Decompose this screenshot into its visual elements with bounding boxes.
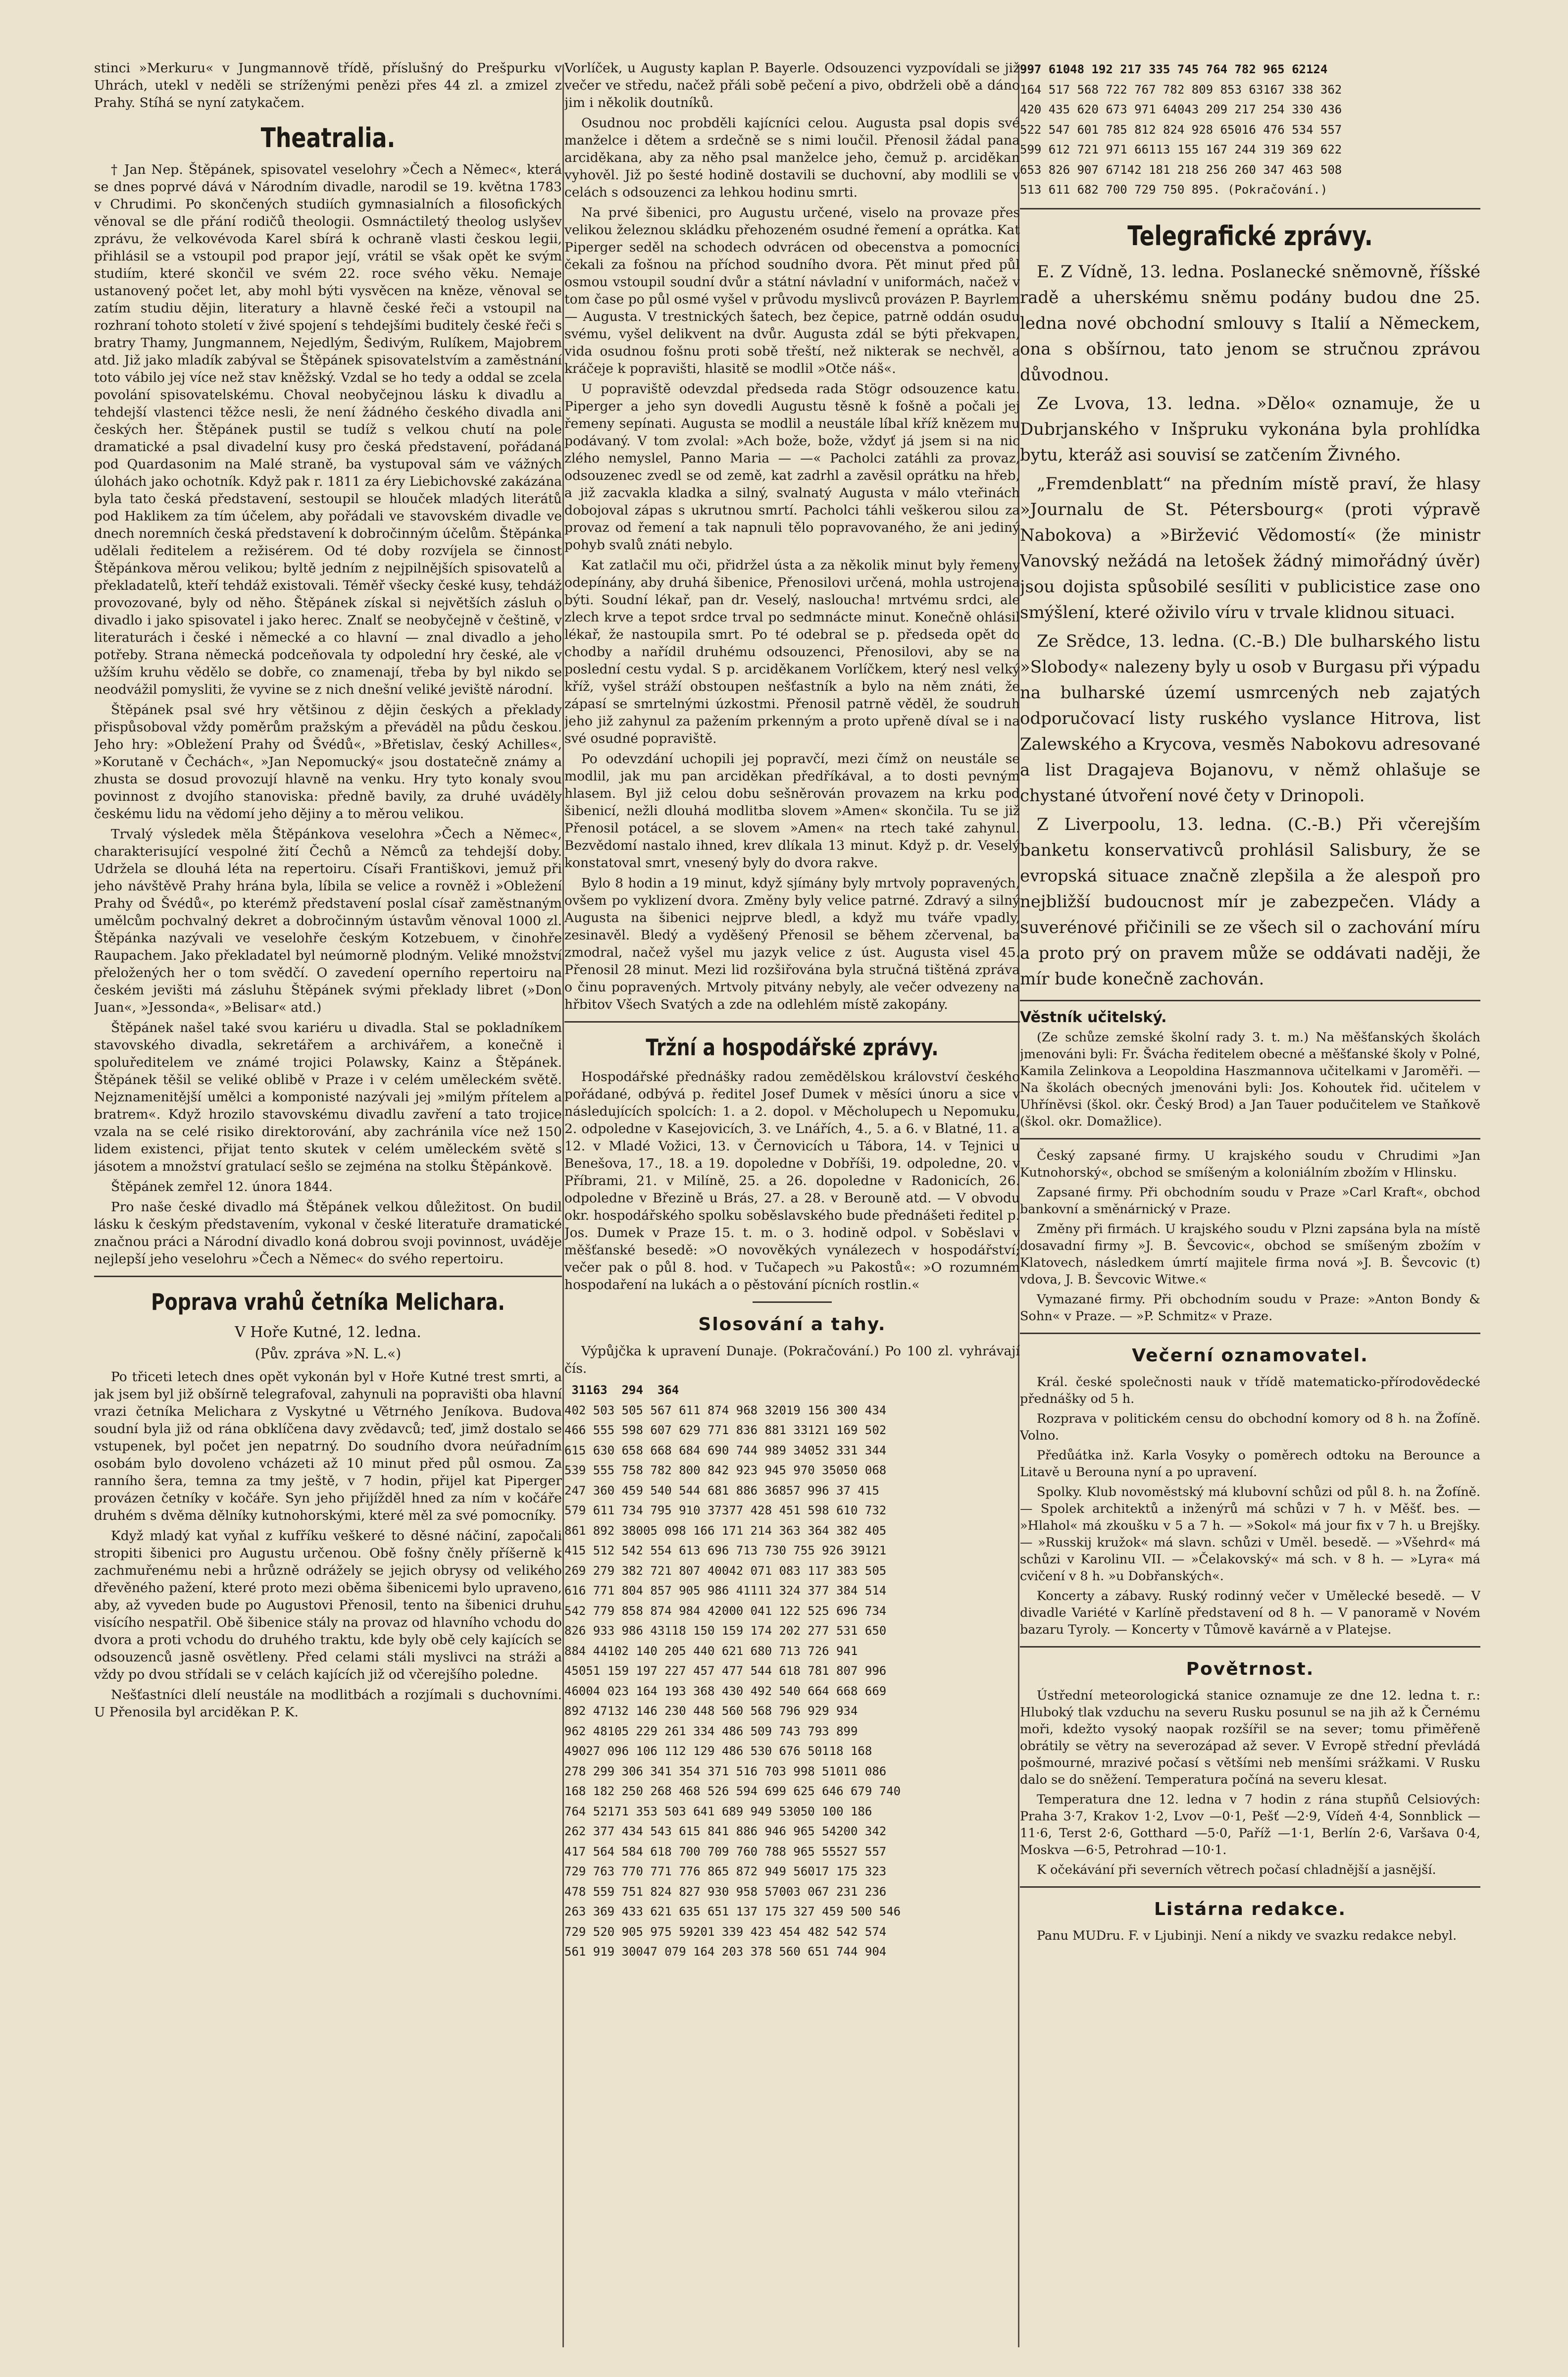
lottery-table [564,1380,1020,1962]
lottery-row: 892 47132 146 230 448 560 568 796 929 934 [564,1704,858,1718]
source-note: (Pův. zpráva »N. L.«) [254,1345,402,1362]
event-notice: Rozprava v politickém censu do obchodní komory od 8 h. na Žofíně. Volno. [1020,1411,1480,1443]
lottery-row: 962 48105 229 261 334 486 509 743 793 899 [564,1724,858,1738]
lottery-row: 278 299 306 341 354 371 516 703 998 51011 086 [564,1764,887,1778]
section-heading-poprava: Poprava vrahů četníka Melichara. [151,1289,505,1315]
article-paragraph: Nešťastníci dlelí neustále na modlitbách a rozjímali s duchovními. U Přenosila byl arciděkan P. K. [94,1687,562,1720]
lottery-row: 478 559 751 824 827 930 958 57003 067 231 236 [564,1884,887,1899]
lottery-row: 561 919 30047 079 164 203 378 560 651 744 904 [564,1945,887,1959]
article-paragraph: Ze Lvova, 13. ledna. »Dělo« oznamuje, že u Dubrjanského v Inšpruku vykonána byla prohlídka bytu, kteráž asi souvisí se zatčením Živného. [1020,393,1480,465]
article-paragraph: Na prvé šibenici, pro Augustu určené, viselo na provaze přes velikou železnou skládku přehozeném osudné řemení a oprátka. Kat Piperger seděl na schodech odvrácen od obecenstva a pomocníci čekali za fošnou na příchod soudního dvora. Pět minut před půl osmou vstoupil soudní dvůr a státní návladní v uniformách, načež v tom čase po půl osmé vyšel v průvodu myslivců provázen P. Bayrlem — Augusta. V trestnických šatech, bez čepice, patrně oddán osudu svému, vyšel delikvent na dvůr. Augusta zdál se býti překvapen, vida osudnou fošnu proti sobě třeští, než nikterak se nechvěl, a kráčeje k popravišti, hlasitě se modlil »Otče náš«. [564,205,1020,376]
section-divider [753,1301,832,1303]
event-notice: Spolky. Klub novoměstský má klubovní schůzi od půl 8. h. na Žofíně. — Spolek architektů a inženýrů má schůzi v 7 h. v Měšť. bes. — »Hlahol« má zkoušku v 5 a 7 h. — »Sokol« má jour fix v 7 h. u Brejšky. — »Russkij kružok« má slavn. schůzi v Uměl. besedě. — »Všehrd« má schůzi v Karolinu VII. — »Čelakovský« má sch. v 8 h. — »Lyra« má cvičení v 8 h. »u Dobřanských«. [1020,1484,1480,1584]
section-heading-theatralia: Theatralia. [260,122,396,154]
article-paragraph: Štěpánek psal své hry většinou z dějin českých a překlady přispůsoboval vždy poměrům pražským a převáděl na půdu českou. Jeho hry: »Obležení Prahy od Švédů«, »Břetislav, český Achilles«, »Korutaně v Čechách«, »Jan Nepomucký« jsou dostatečně známy a zhusta se dosud provozují hlavně na venku. Hry tyto konaly svou povinnost z dvojího stanoviska: předně bavily, za druhé uváděly českému lidu na vědomí jeho dějiny a to měrou velikou. [94,702,562,822]
section-heading-telegraficke: Telegrafické zprávy. [1127,220,1373,252]
weather-paragraph: Ústřední meteorologická stanice oznamuje ze dne 12. ledna t. r.: Hluboký tlak vzduchu na severu Rusku posunul se na jih až k Černému moři, kdežto vysoký naopak rozšířil se na sever; tomu přiměřeně obrátily se větry na severozápad až sever. V Evropě střední převládá pošmourné, mrazivé počasí s většími neb menšími srážkami. V Rusku dalo se do sněžení. Temperatura počíná na severu klesat. [1020,1688,1480,1787]
article-paragraph: Po třiceti letech dnes opět vykonán byl v Hoře Kutné trest smrti, a jak jsem byl již obšírně telegrafoval, zahynuli na popravišti oba hlavní vrazi četníka Melichara z Vyskytné u Větrného Jeníkova. Budova soudní byla již od rána obklíčena davy zvědavců; teď, jimž dostalo se vstupenek, byl počet jen nepatrný. Do soudního dvora neúřadním osobám bylo dovoleno vcházeti až 10 minut před půl osmou. Za ranního šera, temna za tmy ještě, v 7 hodin, přijel kat Piperger provázen četníky v kočáře. Syn jeho přijížděl hned za ním v kočáře druhém s dvěma dělníky kutnohorskými, které měl za své pomocníky. [94,1369,562,1523]
section-divider [1020,1138,1480,1139]
section-heading-trzni: Tržní a hospodářské zprávy. [646,1034,939,1061]
lottery-row: 45051 159 197 227 457 477 544 618 781 807 996 [564,1664,887,1678]
lottery-row: 247 360 459 540 544 681 886 36857 996 37 415 [564,1483,879,1498]
lottery-row: 615 630 658 668 684 690 744 989 34052 331 344 [564,1443,887,1457]
weather-paragraph: Temperatura dne 12. ledna v 7 hodin z rána stupňů Celsiových: Praha 3·7, Krakov 1·2, Lvov —0·1, Pešť —2·9, Vídeň 4·4, Sonnblick —11·6, Terst 2·6, Gotthard —5·0, Paříž —1·1, Berlín 2·6, Varšava 0·4, Moskva —6·5, Petrohrad —10·1. [1020,1792,1480,1858]
article-paragraph: † Jan Nep. Štěpánek, spisovatel veselohry »Čech a Němec«, která se dnes poprvé dává v Národním divadle, narodil se 19. května 1783 v Chrudimi. Po skončených studiích gymnasialních a filosofických věnoval se dle přání rodičů theologii. Osmnáctiletý theolog uslyšev zprávu, že velkovévoda Karel sbírá k ochraně vlasti českou legii, přihlásil se a vstoupil pod prapor její, vrátil se však opět ke svým studiím, které skončil ve svém 22. roce svého věku. Nemaje ustanovený počet let, aby mohl býti vysvěcen na kněze, věnoval se zatím studiu dějin, literatury a hlavně české řeči a vstoupil na rozhraní tohoto století v živé spojení s tehdejšími buditely české řeči s bratry Thamy, Jungmannem, Nejedlým, Šedivým, Rulíkem, Majobrem atd. Již jako mladík zabýval se Štěpánek spisovatelstvím a zaměstnání toto vábilo jej více než stav kněžský. Vzdal se ho tedy a oddal se zcela povolání spisovatelskému. Choval neobyčejnou lásku k divadlu a tehdejší vlastenci těžce nesli, že není žádného českého divadla ani českých her. Štěpánek pustil se tudíž s velkou chutí na pole dramatické a psal divadelní kusy pro česká představení, pořádaná pod Quardasonim na Malé straně, ba vystupoval sám ve vážných úlohách jako ochotník. Když pak r. 1811 za éry Liebichovské zakázána byla tato česká představení, sestoupil se hlouček mladých literátů pod Haklikem za tím účelem, aby pořádali ve stavovském divadle ve dnech noremních česká představení k dobročinným účelům. Štěpánka udělali ředitelem a režisérem. Od té doby rozvíjela se činnost Štěpánkova měrou velikou; byltě jedním z nejpilnějších spisovatelů a překladatelů, kteří tehdáž existovali. Téměř všecky české kusy, tehdáž provozované, byly od něho. Štěpánek získal si největších zásluh o divadlo i jako spisovatel i jako herec. Znalť se neobyčejně v češtině, v literaturách i české i německé a co hlavní — znal divadlo a jeho potřeby. Strana německá podceňovala ty odpolední hry české, ale v užším kruhu vědělo se dobře, co znamenají, třeba by byl nikdo se neodvážil pomysliti, že vyvine se z nich dnešní veliké jeviště národní. [94,162,562,697]
article-paragraph: Bylo 8 hodin a 19 minut, když sjímány byly mrtvoly popravených, ovšem po vyklizení dvora. Změny byly velice patrné. Zdravý a silný Augusta na šibenici nejprve bledl, a když mu tváře vpadly, zesinavěl. Bledý a vyděšený Přenosil se během zčervenal, ba zmodral, načež vyšel mu jazyk velice z úst. Augusta visel 45. Přenosil 28 minut. Mezi lid rozšiřována byla stručná tištěná zpráva o činu popravených. Mrtvoly pitvány nebyly, ale večer odvezeny na hřbitov Všech Svatých a zde na odlehlém místě zakopány. [564,876,1020,1012]
lottery-row: 599 612 721 971 66113 155 167 244 319 369 622 [1020,143,1342,156]
lottery-row: 420 435 620 673 971 64043 209 217 254 330 436 [1020,103,1342,116]
column-1 [94,59,562,2352]
firm-notice: Zapsané firmy. Při obchodním soudu v Praze »Carl Kraft«, obchod bankovní a směnárnický v Praze. [1020,1185,1480,1217]
article-paragraph: Štěpánek zemřel 12. února 1844. [111,1179,333,1194]
firm-notice: Vymazané firmy. Při obchodním soudu v Praze: »Anton Bondy & Sohn« v Praze. — »P. Schmitz« v Praze. [1020,1292,1480,1324]
event-notice: Předůátka inž. Karla Vosyky o poměrech odtoku na Berounce a Litavě u Berouna nyní a po upravení. [1020,1447,1480,1480]
lottery-row: 262 377 434 543 615 841 886 946 965 54200 342 [564,1824,887,1838]
article-paragraph: Vorlíček, u Augusty kaplan P. Bayerle. Odsouzenci vyzpovídali se již večer ve středu, načež přáli sobě pečení a pivo, obdrželi obě a dáno jim i několik doutníků. [564,60,1020,110]
editor-note: Panu MUDru. F. v Ljubinji. Není a nikdy ve svazku redakce nebyl. [1037,1928,1457,1943]
article-paragraph: E. Z Vídně, 13. ledna. Poslanecké sněmovně, říšské radě a uherskému sněmu podány budou dne 25. ledna nové obchodní smlouvy s Italií a Německem, ona s obšírnou, tato jenom se stručnou zprávou důvodnou. [1020,261,1480,385]
column-3 [1020,59,1480,2352]
article-paragraph: U popraviště odevzdal předseda rada Stögr odsouzence katu. Piperger a jeho syn dovedli Augustu těsně k fošně a počali jej řemeny sepínati. Augusta se modlil a neustále líbal kříž knězem mu podávaný. V tom zvolal: »Ach bože, bože, vždyť já jsem si na nic zlého nemyslel, Panno Maria — —« Pacholci zatáhli za provaz, odsouzenec zvedl se od země, kat zadrhl a zavěsil oprátku na hřeb, a již zacvakla kladka a silný, svalnatý Augusta v málo vteřinách dobojoval zápas s ukrutnou smrtí. Pacholci táhli veškerou silou za provaz od řemení a tak napnuli tělo popravovaného, že ani jediný pohyb svalů znáti nebylo. [564,381,1020,553]
section-heading-slosovani: Slosování a tahy. [698,1314,886,1335]
lottery-row: 826 933 986 43118 150 159 174 202 277 531 650 [564,1624,887,1638]
article-paragraph: Ze Srědce, 13. ledna. (C.-B.) Dle bulharského listu »Slobody« nalezeny byly u osob v Burgasu při výpadu na bulharské území usmrcených neb zajatých odporučovací listy ruského vyslance Hitrova, list Zalewského a Krycova, vesměs Nabokovu adresované a list Dragajeva Bojanovu, v němž ohlašuje se chystané útvoření nové čety v Drinopoli. [1020,631,1480,806]
article-paragraph: Trvalý výsledek měla Štěpánkova veselohra »Čech a Němec«, charakterisující vespolné žití Čechů a Němců za tehdejší doby. Udržela se dlouhá léta na repertoiru. Císaři Františkovi, jemuž při jeho návštěvě Prahy hrána byla, líbila se velice a rovněž i »Obležení Prahy od Švédů«, po kterémž představení poslal císař zaměstnaným umělcům pochvalný dekret a dobročinným ústavům věnoval 1000 zl. Štěpánka nazývali ve veselohře českým Kotzebuem, v činohře Raupachem. Jako překladatel byl neúmorně plodným. Veliké množství přeložených her o tom svědčí. O zavedení operního repertoiru na českém jevišti má zásluhu Štěpánek svými překlady libret (»Don Juan«, »Jessonda«, »Belisar« atd.) [94,827,562,1015]
article-paragraph: Když mladý kat vyňal z kufříku veškeré to děsné náčiní, započali stropiti šibenici pro Augustu určenou. Obě fošny čněly příšerně k zachmuřenému nebi a hrůzně odrážely se jejich obrysy od velikého dřevěného pažení, které proto mezi oběma šibenicemi bylo upraveno, aby, až vyveden bude po Augustovi Přenosil, tento na šibenici druhu visícího nespatřil. Obě šibenice stály na provaz od hlavního vchodu do dvora a proti vchodu do druhého traktu, kde byly obě cely kajících se odsouzenců jasně osvětleny. Před celami stáli myslivci na stráži a vždy po dvou střídali se v celách kajících již od včerejšího poledne. [94,1528,562,1682]
lottery-row: 466 555 598 607 629 771 836 881 33121 169 502 [564,1423,887,1437]
poprava-article-continued [564,59,1020,1013]
lottery-row: 653 826 907 67142 181 218 256 260 347 463 508 [1020,162,1342,177]
intro-paragraph: stinci »Merkuru« v Jungmannově třídě, příslušný do Prešpurku v Uhrách, utekl v neděli se stríženými penězi přes 44 zl. a zmizel z Prahy. Stíhá se nyní zatykačem. [94,60,562,110]
lottery-row: 522 547 601 785 812 824 928 65016 476 534 557 [1020,122,1342,137]
section-heading-povetrnost: Povětrnost. [1186,1658,1315,1679]
section-divider [1020,1000,1480,1001]
article-paragraph: Štěpánek našel také svou kariéru u divadla. Stal se pokladníkem stavovského divadla, sekretářem a archivářem, a konečně i spoluředitelem ve známé trojici Polawsky, Kainz a Štěpánek. Štěpánek těšil se veliké oblibě v Praze i v celém uměleckém světě. Nejznamenitější umělci a komponisté nazývali jej »milým přítelem a bratrem«. Když hrozilo stavovskému divadlu zavření a tato trojice vzala na se celé risiko direktorování, aby zachránila více než 150 lidem existenci, přijat tento skutek v celém uměleckém světě s jásotem a množství gratulací sešlo se zejména na stolku Štěpánkově. [94,1020,562,1174]
lottery-row: 46004 023 164 193 368 430 492 540 664 668 669 [564,1684,887,1698]
lottery-row: 579 611 734 795 910 37377 428 451 598 610 732 [564,1503,887,1517]
lottery-row: 164 517 568 722 767 782 809 853 63167 338 362 [1020,82,1342,97]
lottery-row: 861 892 38005 098 166 171 214 363 364 382 405 [564,1523,887,1538]
lottery-row: 729 763 770 771 776 865 872 949 56017 175 323 [564,1864,887,1878]
section-divider [1020,1886,1480,1888]
lottery-row: 168 182 250 268 468 526 594 699 625 646 679 740 [564,1784,901,1798]
telegraph-news [1020,259,1480,992]
lottery-row: 49027 096 106 112 129 486 530 676 50118 168 [564,1744,872,1758]
lottery-row: 417 564 584 618 700 709 760 788 965 55527 557 [564,1844,887,1859]
article-paragraph: Hospodářské přednášky radou zemědělskou království českého pořádané, odbývá p. ředitel Josef Dumek v měsíci únoru a sice v následujících spolcích: 1. a 2. dopol. v Měcholupech u Nepomuku, 2. odpoledne v Kasejovicích, 3. ve Lnářích, 4., 5. a 6. v Blatné, 11. a 12. v Mladé Vožici, 13. v Černovicích u Tábora, 14. v Tejnici u Benešova, 17., 18. a 19. dopoledne v Dobříši, 19. odpoledne, 20. v Příbrami, 21. v Milíně, 25. a 26. dopoledne v Radonicích, 26. odpoledne v Březině u Brás, 27. a 28. v Berouně atd. — V obvodu okr. hospodářského spolku soběslavského bude přednášeti ředitel p. Jos. Dumek v Praze 15. t. m. o 3. hodině odpol. v Soběslavi v měšťanské besedě: »O novověkých vynálezech v hospodářství; večer pak o půl 8. hod. v Tučapech »u Pakostů«: »O rozumném hospodaření na lukách a o pěstování pícních rostlin.« [564,1069,1020,1292]
section-heading-listarna: Listárna redakce. [1154,1899,1347,1919]
section-divider [564,1021,1020,1023]
lottery-row: 729 520 905 975 59201 339 423 454 482 542 574 [564,1924,887,1939]
article-paragraph: Kat zatlačil mu oči, přidržel ústa a za několik minut byly řemeny odepínány, aby druhá šibenice, Přenosilovi určená, mohla ustrojena býti. Soudní lékař, pan dr. Veselý, nasloucha! mrtvému srdci, ale zlech krve a tepot srdce trval po sedmnácte minut. Konečně ohlásil lékař, že nastoupila smrt. Po té odebral se p. předseda opět do chodby a nařídil druhému odsouzenci, Přenosilovi, aby se na poslední cestu vydal. S p. arciděkanem Vorlíčkem, který nesl velký kříž, vyšel stráží obstoupen nešťastník a bylo na něm znáti, že zápasí se smrtelnými úzkostmi. Přenosil patrně věděl, že soudruh jeho již zahynul za pažením prkenným a proto upřeně díval se i na své osudné popraviště. [564,558,1020,746]
article-paragraph: Osudnou noc probděli kajícníci celou. Augusta psal dopis své manželce i dětem a srdečně se s nimi loučil. Přenosil žádal pana arciděkana, aby za něho psal manželce jeho, čemuž p. arciděkan vyhověl. Již po šesté hodině dostavili se duchovní, aby modlili se v celách s odsouzenci za lehkou hodinu smrti. [564,115,1020,200]
section-heading-vecerni: Večerní oznamovatel. [1132,1345,1368,1366]
lottery-row: 269 279 382 721 807 40042 071 083 117 383 505 [564,1563,887,1578]
lottery-row: 542 779 858 874 984 42000 041 122 525 696 734 [564,1603,887,1618]
weather-paragraph: K očekávání při severních větrech počasí chladnější a jasnější. [1037,1862,1436,1877]
firm-notice: Změny při firmách. U krajského soudu v Plzni zapsána byla na místě dosavadní firmy »J. B. Ševcovic«, obchod se smíšeným zbožím v Klatovech, následkem úmrtí majitele firma nová »J. B. Ševcovic (t) vdova, J. B. Ševcovic Witwe.« [1020,1221,1480,1287]
column-2 [564,59,1020,2352]
column-rule [562,64,564,2347]
article-paragraph: Pro naše české divadlo má Štěpánek velkou důležitost. On budil lásku k českým představením, vykonal v české literatuře dramatické značnou práci a Národní divadlo koná dobrou svoji povinnost, uváděje nejlepší jeho veselohru »Čech a Němec« do svého repertoiru. [94,1199,562,1267]
section-divider [1020,208,1480,209]
event-notice: Koncerty a zábavy. Ruský rodinný večer v Umělecké besedě. — V divadle Variété v Karlíně představení od 8 h. — V panoramě v Novém bazaru Tyroly. — Koncerty v Tůmově kavárně a v Platejse. [1020,1588,1480,1637]
lottery-row: 513 611 682 700 729 750 895. (Pokračování.) [1020,183,1328,197]
lottery-row: 616 771 804 857 905 986 41111 324 377 384 514 [564,1584,887,1598]
vestnik-section [1020,1009,1480,1944]
article-paragraph: Z Liverpoolu, 13. ledna. (C.-B.) Při včerejším banketu konservativců prohlásil Salisbury, že se evropská situace značně zlepšila a že alespoň pro nejbližší budoucnost mír je zabezpečen. Vlády a suverénové přičinili se ze všech sil o zachování míru a proto prý on pravem může se oddávati naději, že mír bude konečně zachován. [1020,814,1480,989]
lottery-row: 31163 294 364 [564,1383,679,1397]
lottery-row: 884 44102 140 205 440 621 680 713 726 941 [564,1644,858,1658]
event-notice: Král. české společnosti nauk v třídě matematicko-přírodovědecké přednášky od 5 h. [1020,1374,1480,1406]
lottery-row: 539 555 758 782 800 842 923 945 970 35050 068 [564,1463,887,1477]
section-divider [1020,1646,1480,1648]
section-divider [94,1276,562,1277]
section-heading-vestnik: Věstník učitelský. [1020,1008,1167,1026]
lottery-row: 263 369 433 621 635 651 137 175 327 459 500 546 [564,1905,901,1918]
stepanek-article [94,161,562,1268]
section-divider [1020,1333,1480,1334]
firm-notice: Český zapsané firmy. U krajského soudu v Chrudimi »Jan Kutnohorský«, obchod se smíšeným a koloniálním zbožím v Hlinsku. [1020,1148,1480,1180]
article-paragraph: „Fremdenblatt“ na předním místě praví, že hlasy »Journalu de St. Pétersbourg« (proti výpravě Nabokova) a »Biržević Vědomostí« (že ministr Vanovský nežádá na letošek žádný mimořádný úvěr) jsou dojista spůsobilé sesíliti v publicistice zase ono smýšlení, které oživilo víru v trvale klidnou situaci. [1020,473,1480,622]
poprava-article [94,1368,562,1721]
article-paragraph: (Ze schůze zemské školní rady 3. t. m.) Na měšťanských školách jmenováni byli: Fr. Šváchа ředitelem obecné a měšťanské školy v Polné, Kamila Zelinkova a Leopoldina Haszmannova učitelkami v Jaroměři. — Na školách obecných jmenováni byli: Jos. Kohoutek řid. učitelem v Uhříněvsi (škol. okr. Český Brod) a Jan Tauer podučitelem ve Staňkově (škol. okr. Domažlice). [1020,1030,1480,1129]
lottery-row: 415 512 542 554 613 696 713 730 755 926 39121 [564,1544,887,1557]
dateline: V Hoře Kutné, 12. ledna. [235,1324,421,1341]
lottery-intro: Výpůjčka k upravení Dunaje. (Pokračování.) Po 100 zl. vyhrávají čís. [564,1344,1020,1376]
article-paragraph: Po odevzdání uchopili jej popravčí, mezi čímž on neustále se modlil, jak mu pan arciděkan předříkával, a to dosti pevným hlasem. Byl již celou dobu sešněrován provazem na krku pod šibenicí, nežli dlouhá modlitba slovem »Amen« skončila. Tu se již Přenosil potácel, a se slovem »Amen« na rtech také zahynul. Bezvědomí nastalo ihned, krev dlíkala 13 minut. Když p. dr. Veselý konstatoval smrt, vnesený byly do dvora rakve. [564,751,1020,871]
lottery-row: 997 61048 192 217 335 745 764 782 965 62124 [1020,62,1328,76]
lottery-row: 402 503 505 567 611 874 968 32019 156 300 434 [564,1403,887,1417]
lottery-row: 764 52171 353 503 641 689 949 53050 100 186 [564,1804,872,1818]
lottery-table-continued [1020,59,1480,200]
